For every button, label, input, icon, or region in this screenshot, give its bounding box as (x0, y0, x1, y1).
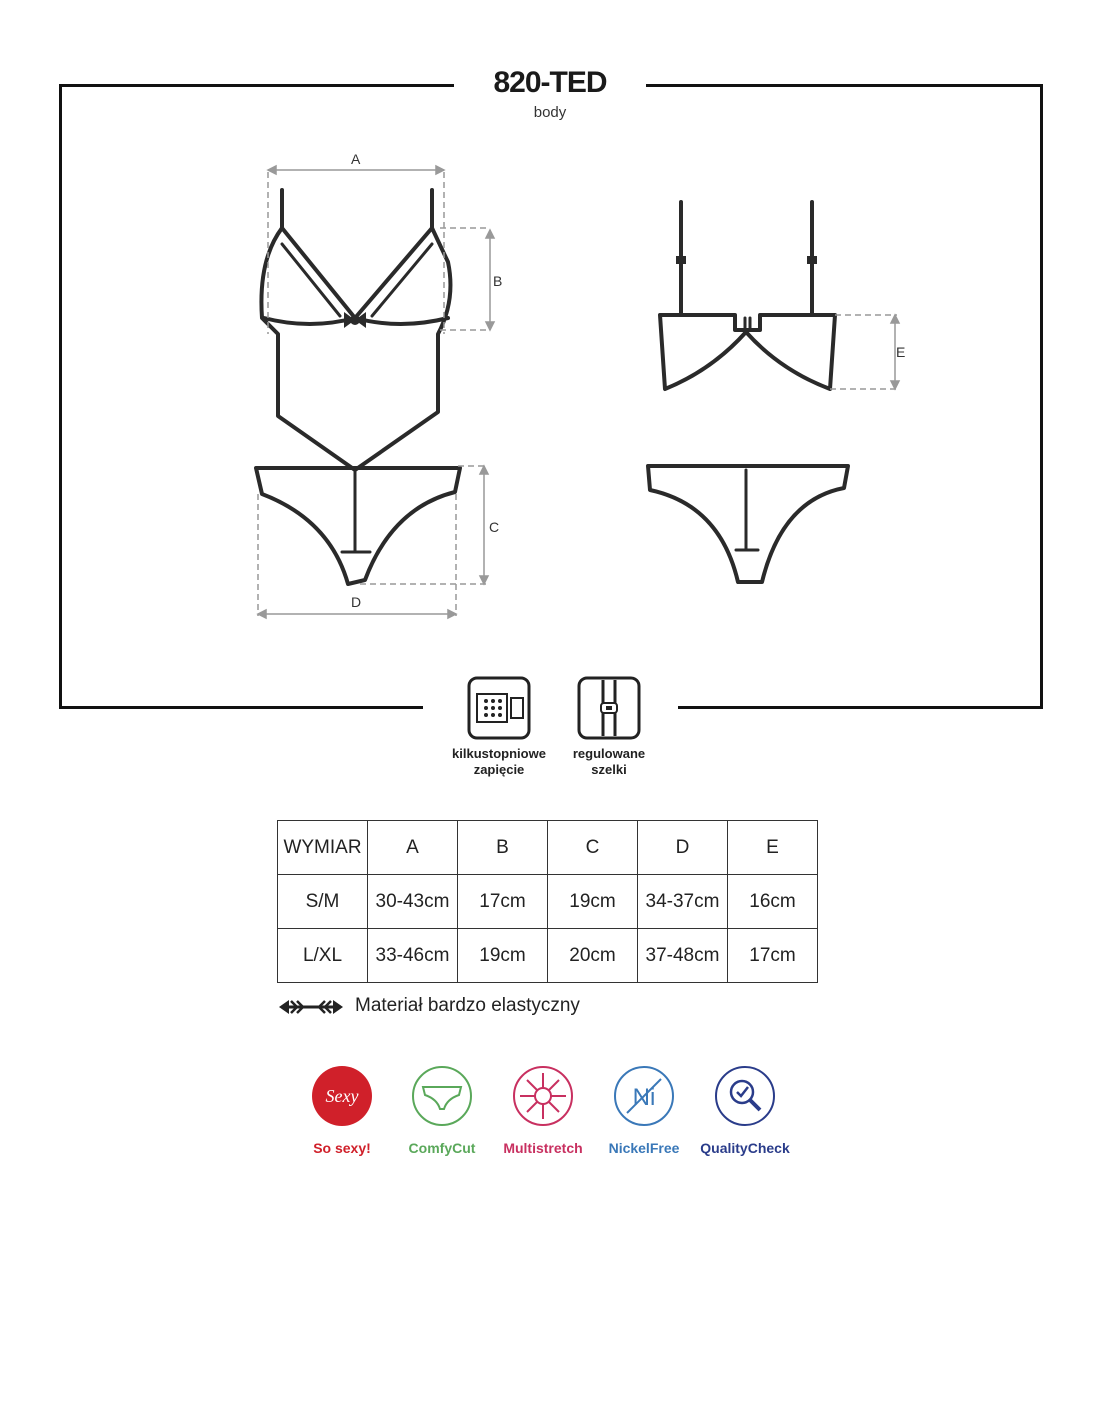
svg-text:Ni: Ni (632, 1084, 656, 1111)
badge-qualitycheck (685, 1065, 805, 1156)
back-brief-outline (648, 466, 848, 582)
product-code: 820-TED (493, 66, 607, 99)
feature-strap-label: regulowane szelki (572, 746, 646, 777)
table-cell: S/M (278, 875, 368, 929)
comfycut-badge-icon (411, 1065, 473, 1127)
product-type: body (533, 104, 567, 121)
back-band-outline (660, 315, 835, 389)
dim-label-d: D (351, 594, 362, 610)
table-row (278, 929, 818, 983)
table-header-cell: WYMIAR (278, 821, 368, 875)
badge-sexy-label: So sexy! (313, 1140, 371, 1156)
table-row (278, 875, 818, 929)
front-thong-outline (256, 468, 460, 584)
badge-qualitycheck-label: QualityCheck (700, 1140, 790, 1156)
hook-closure-icon (467, 676, 531, 740)
table-cell: 20cm (548, 929, 638, 983)
dim-label-b: B (493, 273, 503, 289)
table-cell: 34-37cm (638, 875, 728, 929)
table-header-cell: D (638, 821, 728, 875)
table-cell: 37-48cm (638, 929, 728, 983)
stretch-arrows-icon (277, 998, 345, 1016)
badge-multistretch-label: Multistretch (503, 1140, 583, 1156)
table-header-cell: E (728, 821, 818, 875)
feature-closure-label: kilkustopniowe zapięcie (452, 746, 546, 777)
table-header-cell: A (368, 821, 458, 875)
table-header-row (278, 821, 818, 875)
table-cell: 17cm (458, 875, 548, 929)
table-cell: 19cm (458, 929, 548, 983)
table-header-cell: C (548, 821, 638, 875)
adjustable-strap-icon (577, 676, 641, 740)
table-cell: L/XL (278, 929, 368, 983)
nickelfree-badge-icon (613, 1065, 675, 1127)
material-note: Materiał bardzo elastyczny (355, 995, 580, 1016)
table-cell: 17cm (728, 929, 818, 983)
front-body-outline (261, 228, 450, 470)
table-cell: 33-46cm (368, 929, 458, 983)
qualitycheck-badge-icon (714, 1065, 776, 1127)
dim-label-e: E (896, 344, 906, 360)
table-header-cell: B (458, 821, 548, 875)
svg-text:Sexy: Sexy (325, 1086, 359, 1106)
table-cell: 16cm (728, 875, 818, 929)
size-table (277, 820, 818, 983)
front-cup-right (355, 228, 448, 324)
front-bow-icon (344, 312, 366, 328)
badge-nickelfree-label: NickelFree (608, 1140, 680, 1156)
table-cell: 30-43cm (368, 875, 458, 929)
sexy-badge-icon (311, 1065, 373, 1127)
multistretch-badge-icon (512, 1065, 574, 1127)
table-cell: 19cm (548, 875, 638, 929)
dim-label-a: A (351, 151, 361, 167)
badge-comfycut-label: ComfyCut (408, 1140, 476, 1156)
dim-label-c: C (489, 519, 500, 535)
